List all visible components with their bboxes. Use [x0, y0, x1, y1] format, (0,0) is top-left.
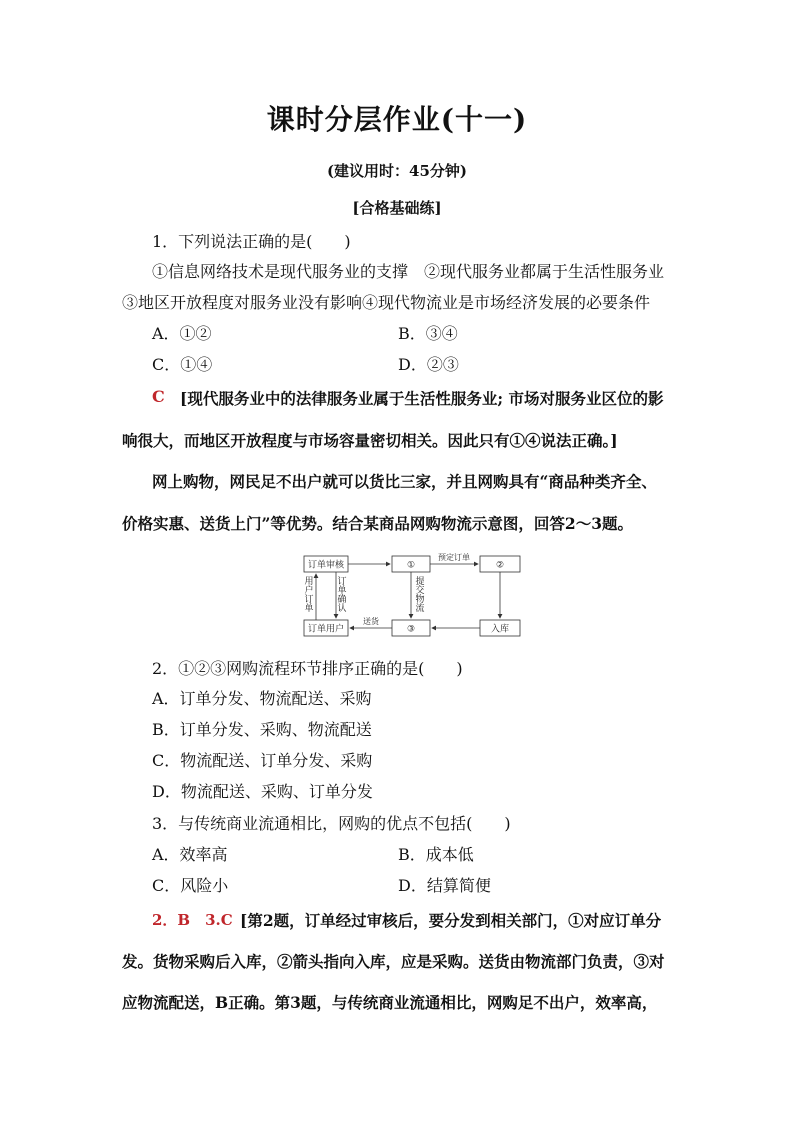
q3-option-c: C．风险小: [152, 876, 229, 895]
svg-text:订: 订: [337, 577, 347, 587]
label-preorder: 预定订单: [438, 553, 470, 562]
svg-text:单: 单: [337, 586, 347, 596]
q2-option-d: D．物流配送、采购、订单分发: [152, 782, 373, 801]
svg-text:物: 物: [415, 595, 425, 605]
q1-explanation-line2: 响很大，而地区开放程度与市场容量密切相关。因此只有①④说法正确。]: [122, 431, 618, 450]
q1-option-c: C．①④: [152, 355, 213, 374]
intro-line2: 价格实惠、送货上门”等优势。结合某商品网购物流示意图，回答2～3题。: [122, 514, 633, 533]
svg-text:提: 提: [415, 577, 425, 587]
q1-statements-line1: ①信息网络技术是现代服务业的支撑 ②现代服务业都属于生活性服务业: [152, 262, 665, 281]
q3-option-a: A．效率高: [152, 845, 228, 864]
svg-text:认: 认: [337, 604, 347, 614]
svg-text:确: 确: [337, 595, 347, 605]
svg-text:用: 用: [304, 577, 314, 587]
svg-text:订: 订: [304, 595, 314, 605]
q1-statements-line2: ③地区开放程度对服务业没有影响④现代物流业是市场经济发展的必要条件: [122, 293, 651, 312]
answer23-line1: [第2题，订单经过审核后，要分发到相关部门，①对应订单分: [240, 911, 662, 930]
q2-option-a: A．订单分发、物流配送、采购: [152, 689, 372, 708]
svg-text:交: 交: [415, 586, 425, 596]
section-heading: [合格基础练]: [352, 199, 442, 217]
svg-text:户: 户: [304, 586, 314, 596]
label-order-confirm: [337, 575, 346, 614]
q1-explanation-line1: [现代服务业中的法律服务业属于生活性服务业; 市场对服务业区位的影: [180, 389, 664, 408]
intro-line1: 网上购物，网民足不出户就可以货比三家，并且网购具有“商品种类齐全、: [152, 472, 657, 491]
q2-option-b: B．订单分发、采购、物流配送: [152, 720, 372, 739]
label-user-order: [304, 576, 313, 614]
answer23-line2: 发。货物采购后入库，②箭头指向入库，应是采购。送货由物流部门负责，③对: [122, 952, 665, 971]
box-order-review-label: 订单审核: [307, 560, 345, 571]
svg-text:流: 流: [415, 604, 425, 614]
q3-option-d: D．结算简便: [398, 876, 491, 895]
box-step-1-label: ①: [406, 560, 416, 571]
q1-answer-letter: C: [152, 387, 165, 406]
box-step-2-label: ②: [495, 560, 505, 571]
label-delivery: 送货: [363, 617, 379, 626]
label-submit-logistics: [415, 575, 424, 614]
q2-stem: 2．①②③网购流程环节排序正确的是( ): [152, 659, 463, 678]
box-storage-label: 入库: [490, 624, 510, 635]
svg-text:单: 单: [304, 604, 314, 614]
logistics-flow-diagram: [296, 549, 528, 643]
q3-stem: 3．与传统商业流通相比，网购的优点不包括( ): [152, 814, 511, 833]
q1-option-b: B．③④: [398, 324, 458, 343]
answer23-letters: 2．B 3.C: [152, 911, 233, 929]
answer23-line3: 应物流配送，B正确。第3题，与传统商业流通相比，网购足不出户，效率高，: [122, 993, 658, 1012]
box-order-user-label: 订单用户: [307, 624, 345, 635]
q1-option-a: A．①②: [152, 324, 212, 343]
q1-option-d: D．②③: [398, 355, 459, 374]
q3-option-b: B．成本低: [398, 845, 474, 864]
time-hint: (建议用时：45分钟): [326, 162, 468, 180]
page-title: 课时分层作业(十一): [266, 103, 528, 136]
q1-stem: 1．下列说法正确的是( ): [152, 232, 351, 251]
q2-option-c: C．物流配送、订单分发、采购: [152, 751, 373, 770]
box-step-3-label: ③: [406, 624, 416, 635]
